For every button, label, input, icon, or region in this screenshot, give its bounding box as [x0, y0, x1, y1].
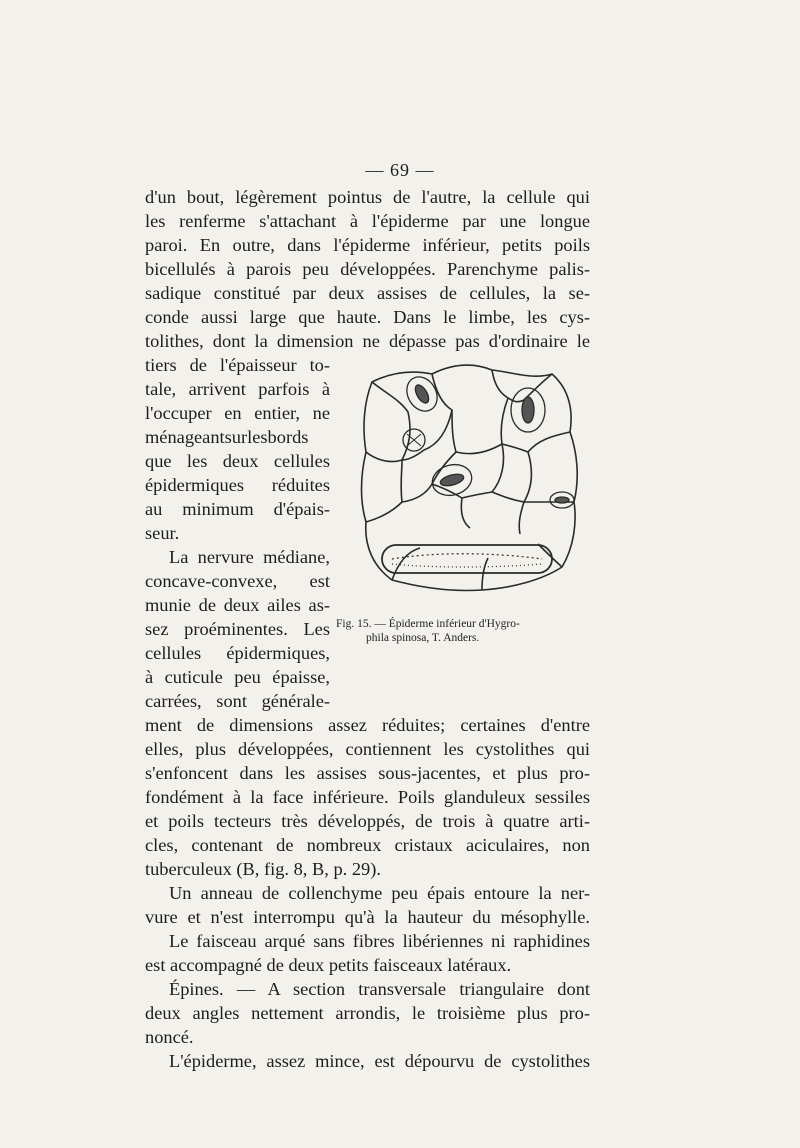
text-line: bicellulés à parois peu développées. Parenchyme palis- [145, 259, 590, 279]
text-line: seur. [145, 523, 180, 543]
text-line: sez proéminentes. Les [145, 619, 330, 639]
text-line: que les deux cellules [145, 451, 330, 471]
text-line: vure et n'est interrompu qu'à la hauteur du mésophylle. [145, 907, 590, 927]
text-line: deux angles nettement arrondis, le troisième plus pro- [145, 1003, 590, 1023]
text-line: paroi. En outre, dans l'épiderme inférieur, petits poils [145, 235, 590, 255]
text-line: s'enfoncent dans les assises sous-jacentes, et plus pro- [145, 763, 590, 783]
text-line: au minimum d'épais- [145, 499, 330, 519]
text-line: tolithes, dont la dimension ne dépasse pas d'ordinaire le [145, 331, 590, 351]
cell-wall [519, 502, 574, 534]
text-line: concave-convexe, est [145, 571, 330, 591]
text-line: l'occuper en entier, ne [145, 403, 330, 423]
text-line: ménageantsurlesbords [145, 427, 309, 447]
stoma-pore [522, 397, 534, 423]
cell-wall [492, 452, 531, 502]
text-line: elles, plus développées, contiennent les cystolithes qui [145, 739, 590, 759]
cell-wall [392, 544, 562, 590]
cell-wall [366, 382, 410, 462]
text-line: tuberculeux (B, fig. 8, B, p. 29). [145, 859, 381, 879]
text-line: conde aussi large que haute. Dans le limbe, les cys- [145, 307, 590, 327]
text-line: carrées, sont générale- [145, 691, 330, 711]
text-line: tale, arrivent parfois à [145, 379, 330, 399]
cell-wall [502, 432, 570, 452]
text-line: ment de dimensions assez réduites; certaines d'entre [145, 715, 590, 735]
cystolith [382, 545, 552, 573]
stoma-pore [555, 497, 569, 503]
stoma-pore [413, 383, 432, 405]
text-line: et poils tecteurs très développés, de trois à quatre arti- [145, 811, 590, 831]
text-line: Épines. — A section transversale triangulaire dont [169, 979, 590, 999]
text-line: cellules épidermiques, [145, 643, 330, 663]
text-line: L'épiderme, assez mince, est dépourvu de cystolithes [169, 1051, 590, 1071]
text-line: fondément à la face inférieure. Poils glanduleux sessiles [145, 787, 590, 807]
text-line: d'un bout, légèrement pointus de l'autre, la cellule qui [145, 187, 590, 207]
text-line: les renferme s'attachant à l'épiderme par une longue [145, 211, 590, 231]
epidermis-figure [352, 352, 592, 614]
text-line: est accompagné de deux petits faisceaux latéraux. [145, 955, 512, 975]
cell-wall [452, 370, 508, 454]
stoma-pore [439, 472, 465, 488]
caption-line: phila spinosa, T. Anders. [366, 632, 480, 644]
text-line: noncé. [145, 1027, 194, 1047]
text-line: munie de deux ailes as- [145, 595, 330, 615]
page-number: — 69 — [365, 160, 435, 180]
text-line: tiers de l'épaisseur to- [145, 355, 330, 375]
cell-wall [366, 460, 402, 522]
caption-line: Fig. 15. — Épiderme inférieur d'Hygro- [336, 618, 520, 630]
text-line: épidermiques réduites [145, 475, 330, 495]
text-line: Le faisceau arqué sans fibres libériennes ni raphidines [169, 931, 590, 951]
text-line: La nervure médiane, [169, 547, 330, 567]
text-line: sadique constitué par deux assises de cellules, la se- [145, 283, 590, 303]
figure-caption [336, 617, 598, 645]
text-line: cles, contenant de nombreux cristaux aciculaires, non [145, 835, 590, 855]
text-line: à cuticule peu épaisse, [145, 667, 330, 687]
text-line: Un anneau de collenchyme peu épais entoure la ner- [169, 883, 590, 903]
